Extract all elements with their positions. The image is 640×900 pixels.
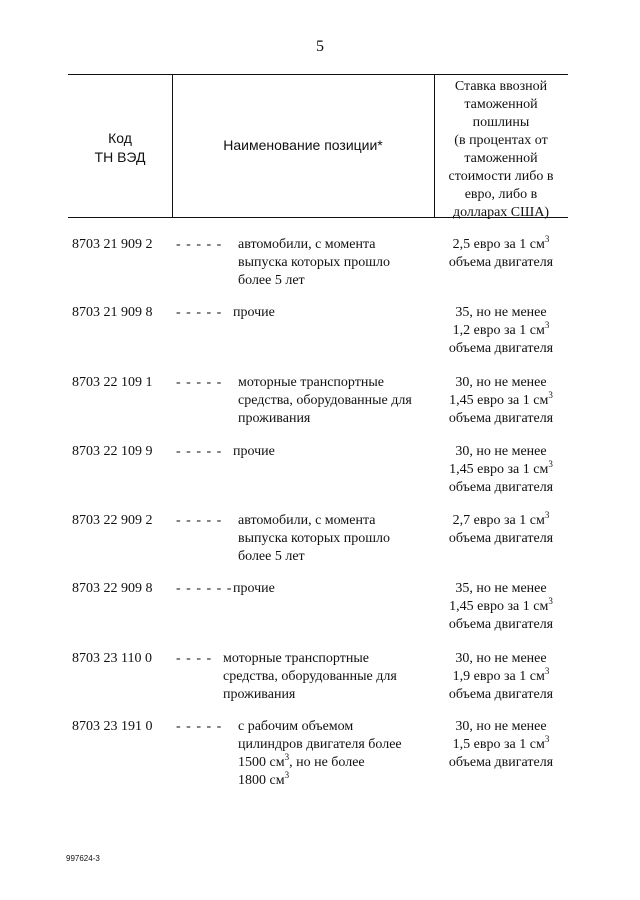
duty-rate: [434, 374, 568, 428]
header-rate-line: евро, либо в: [464, 187, 538, 202]
text-part: 2,5 евро за 1 см: [452, 237, 545, 252]
text-part: более 5 лет: [238, 273, 305, 288]
rate-line: [434, 598, 568, 616]
table-body: [68, 218, 568, 808]
tariff-table: [68, 74, 568, 808]
header-code-line: ТН ВЭД: [94, 149, 146, 165]
tnved-code: 8703 22 109 1: [72, 375, 153, 390]
rate-line: [434, 236, 568, 254]
text-part: объема двигателя: [448, 480, 554, 495]
duty-rate: [434, 580, 568, 634]
text-part: прочие: [233, 305, 275, 320]
text-part: , но не более: [289, 755, 365, 770]
superscript: 3: [544, 666, 550, 676]
description-line: [238, 548, 418, 566]
text-part: прочие: [233, 581, 275, 596]
rate-line: [434, 686, 568, 704]
superscript: 3: [284, 752, 290, 762]
text-part: 30, но не менее: [455, 719, 547, 734]
duty-rate: [434, 718, 568, 772]
description-line: [233, 304, 413, 322]
position-description: [233, 304, 413, 322]
rate-line: [434, 392, 568, 410]
header-code: [68, 129, 172, 167]
indent-dashes: - - - - -: [176, 444, 223, 459]
text-part: цилиндров двигателя более: [238, 737, 402, 752]
header-rate: [434, 78, 568, 222]
description-line: [233, 580, 413, 598]
text-part: выпуска которых прошло: [238, 255, 391, 270]
text-part: моторные транспортные: [223, 651, 369, 666]
header-name: Наименование позиции*: [223, 137, 383, 153]
position-description: [238, 374, 418, 428]
superscript: 3: [544, 734, 550, 744]
rate-line: [434, 479, 568, 497]
text-part: 35, но не менее: [455, 581, 547, 596]
text-part: 1800 см: [238, 773, 285, 788]
text-part: с рабочим объемом: [238, 719, 354, 734]
text-part: прочие: [233, 444, 275, 459]
tnved-code: 8703 22 909 2: [72, 513, 153, 528]
text-part: объема двигателя: [448, 687, 554, 702]
header-rate-line: (в процентах от: [454, 133, 548, 148]
position-description: [223, 650, 403, 704]
page-number: 5: [316, 38, 324, 55]
indent-dashes: - - - - -: [176, 375, 223, 390]
rate-line: [434, 530, 568, 548]
text-part: 35, но не менее: [455, 305, 547, 320]
description-line: [238, 530, 418, 548]
position-description: [233, 580, 413, 598]
text-part: 1,45 евро за 1 см: [449, 393, 549, 408]
description-line: [238, 736, 418, 754]
duty-rate: [434, 236, 568, 272]
text-part: 1,45 евро за 1 см: [449, 462, 549, 477]
superscript: 3: [548, 459, 553, 469]
text-part: объема двигателя: [448, 255, 554, 270]
description-line: [238, 236, 418, 254]
tnved-code: 8703 22 109 9: [72, 444, 153, 459]
rate-line: [434, 340, 568, 358]
header-rate-line: таможенной: [464, 97, 538, 112]
text-part: 30, но не менее: [455, 651, 547, 666]
superscript: 3: [548, 390, 553, 400]
indent-dashes: - - - - -: [176, 237, 223, 252]
text-part: 1,5 евро за 1 см: [452, 737, 545, 752]
text-part: выпуска которых прошло: [238, 531, 391, 546]
text-part: моторные транспортные: [238, 375, 384, 390]
description-line: [238, 254, 418, 272]
rate-line: [434, 254, 568, 272]
indent-dashes: - - - - -: [176, 305, 223, 320]
superscript: 3: [544, 234, 550, 244]
text-part: объема двигателя: [448, 341, 554, 356]
header-rate-line: пошлины: [472, 115, 530, 130]
position-description: [233, 443, 413, 461]
text-part: объема двигателя: [448, 617, 554, 632]
duty-rate: [434, 512, 568, 548]
description-line: [238, 374, 418, 392]
rate-line: [434, 410, 568, 428]
text-part: проживания: [238, 411, 311, 426]
text-part: средства, оборудованные для: [238, 393, 412, 408]
superscript: 3: [284, 770, 290, 780]
header-rate-line: Ставка ввозной: [454, 79, 548, 94]
tnved-code: 8703 23 110 0: [72, 651, 152, 666]
text-part: 1500 см: [238, 755, 285, 770]
rate-line: [434, 322, 568, 340]
rate-line: [434, 754, 568, 772]
text-part: средства, оборудованные для: [223, 669, 397, 684]
description-line: [223, 686, 403, 704]
table-header: [68, 74, 568, 218]
rate-line: [434, 668, 568, 686]
indent-dashes: - - - - -: [176, 719, 223, 734]
rate-line: [434, 461, 568, 479]
header-code-line: Код: [108, 130, 132, 146]
duty-rate: [434, 650, 568, 704]
tnved-code: 8703 21 909 2: [72, 237, 153, 252]
text-part: объема двигателя: [448, 531, 554, 546]
tnved-code: 8703 22 909 8: [72, 581, 153, 596]
superscript: 3: [544, 320, 550, 330]
description-line: [238, 272, 418, 290]
description-line: [238, 512, 418, 530]
rate-line: [434, 736, 568, 754]
text-part: 30, но не менее: [455, 444, 547, 459]
text-part: 1,9 евро за 1 см: [452, 669, 545, 684]
superscript: 3: [544, 510, 550, 520]
header-rate-line: таможенной: [464, 151, 538, 166]
description-line: [238, 772, 418, 790]
description-line: [223, 668, 403, 686]
description-line: [233, 443, 413, 461]
rate-line: [434, 512, 568, 530]
indent-dashes: - - - -: [176, 651, 213, 666]
text-part: объема двигателя: [448, 755, 554, 770]
header-rate-line: стоимости либо в: [448, 169, 554, 184]
document-id: 997624-3: [66, 854, 100, 863]
position-description: [238, 718, 418, 790]
tnved-code: 8703 23 191 0: [72, 719, 153, 734]
text-part: автомобили, с момента: [238, 237, 376, 252]
tnved-code: 8703 21 909 8: [72, 305, 153, 320]
text-part: 1,45 евро за 1 см: [449, 599, 549, 614]
text-part: 30, но не менее: [455, 375, 547, 390]
description-line: [238, 754, 418, 772]
text-part: 1,2 евро за 1 см: [452, 323, 545, 338]
text-part: более 5 лет: [238, 549, 305, 564]
position-description: [238, 236, 418, 290]
description-line: [223, 650, 403, 668]
header-rate-line: долларах США): [452, 205, 550, 220]
description-line: [238, 410, 418, 428]
text-part: проживания: [223, 687, 296, 702]
position-description: [238, 512, 418, 566]
description-line: [238, 392, 418, 410]
duty-rate: [434, 443, 568, 497]
text-part: автомобили, с момента: [238, 513, 376, 528]
superscript: 3: [548, 596, 553, 606]
duty-rate: [434, 304, 568, 358]
text-part: 2,7 евро за 1 см: [452, 513, 545, 528]
indent-dashes: - - - - - -: [176, 581, 233, 596]
description-line: [238, 718, 418, 736]
text-part: объема двигателя: [448, 411, 554, 426]
rate-line: [434, 616, 568, 634]
indent-dashes: - - - - -: [176, 513, 223, 528]
